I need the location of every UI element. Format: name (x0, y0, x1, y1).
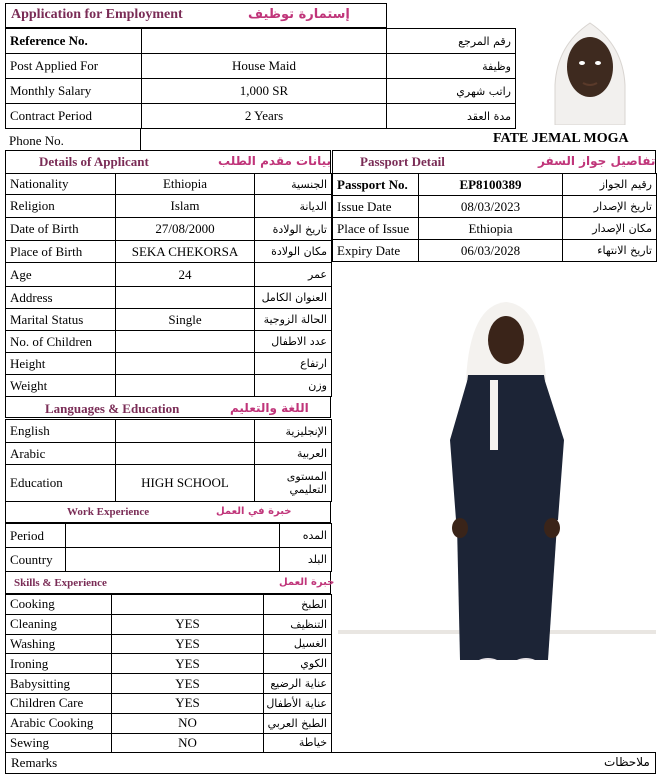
field-label: Education (6, 465, 116, 502)
field-label-ar: تاريخ الانتهاء (563, 240, 657, 262)
field-label: Reference No. (6, 29, 142, 54)
field-label: Marital Status (6, 309, 116, 331)
table-row (6, 375, 332, 397)
field-value: Ethiopia (116, 174, 255, 195)
field-label-ar: تاريخ الإصدار (563, 196, 657, 218)
languages-header: Languages & Education (45, 401, 180, 416)
field-value: 1,000 SR (142, 79, 387, 104)
field-label-ar: عناية الرضيع (264, 674, 332, 694)
field-value (66, 548, 280, 572)
table-row (6, 54, 516, 79)
table-row (6, 634, 332, 654)
table-row (6, 524, 332, 548)
field-label-ar: التنظيف (264, 614, 332, 634)
field-label: Weight (6, 375, 116, 397)
table-row (6, 263, 332, 287)
field-label: Cooking (6, 595, 112, 615)
field-label: Passport No. (333, 174, 419, 196)
table-row (6, 331, 332, 353)
field-label-ar: المده (280, 524, 332, 548)
field-label-ar: راتب شهري (387, 79, 516, 104)
form-title: Application for Employment (11, 7, 183, 22)
table-row (6, 713, 332, 733)
field-label-ar: رقم المرجع (387, 29, 516, 54)
languages-header-ar: اللغة والتعليم (230, 401, 309, 415)
field-label: Date of Birth (6, 218, 116, 241)
field-label: Height (6, 353, 116, 375)
field-label: Place of Issue (333, 218, 419, 240)
field-label-ar: الطبخ العربي (264, 713, 332, 733)
remarks-box (5, 752, 656, 774)
field-value (116, 375, 255, 397)
field-label-ar: وظيفة (387, 54, 516, 79)
portrait-photo (525, 5, 655, 125)
field-value: 2 Years (142, 104, 387, 129)
field-label-ar: عمر (255, 263, 332, 287)
field-label: Religion (6, 195, 116, 218)
field-label: Period (6, 524, 66, 548)
field-value: YES (112, 654, 264, 674)
passport-header: Passport Detail (360, 154, 445, 169)
table-row (6, 287, 332, 309)
table-row (333, 196, 657, 218)
field-label: Expiry Date (333, 240, 419, 262)
applicant-header-ar: بيانات مقدم الطلب (218, 154, 332, 168)
work-table (5, 523, 332, 572)
field-label-ar: مدة العقد (387, 104, 516, 129)
field-value: EP8100389 (419, 174, 563, 196)
table-row (6, 353, 332, 375)
field-label-ar: خياطة (264, 733, 332, 753)
table-row (333, 174, 657, 196)
field-label-ar: البلد (280, 548, 332, 572)
field-value: 27/08/2000 (116, 218, 255, 241)
field-value (112, 595, 264, 615)
field-label: Sewing (6, 733, 112, 753)
table-row (6, 174, 332, 195)
field-label-ar: الجنسية (255, 174, 332, 195)
remarks-label: Remarks (11, 755, 58, 770)
field-label: Ironing (6, 654, 112, 674)
field-label-ar: الطبخ (264, 595, 332, 615)
field-label: Contract Period (6, 104, 142, 129)
field-label: Nationality (6, 174, 116, 195)
field-value: NO (112, 713, 264, 733)
remarks-label-ar: ملاحظات (604, 755, 650, 769)
passport-table (332, 173, 657, 262)
field-label: Children Care (6, 693, 112, 713)
field-label: Arabic Cooking (6, 713, 112, 733)
work-header-ar: خبرة في العمل (216, 506, 292, 517)
field-label: Issue Date (333, 196, 419, 218)
field-value: YES (112, 674, 264, 694)
passport-header-ar: تفاصيل جواز السفر (538, 154, 656, 168)
field-value: Single (116, 309, 255, 331)
field-label-ar: العربية (255, 443, 332, 465)
field-value (66, 524, 280, 548)
field-value: YES (112, 693, 264, 713)
skills-header: Skills & Experience (14, 577, 107, 589)
field-label-ar: الكوي (264, 654, 332, 674)
field-label: Age (6, 263, 116, 287)
field-value (116, 331, 255, 353)
table-row (6, 29, 516, 54)
table-row (6, 595, 332, 615)
table-row (6, 443, 332, 465)
table-row (333, 218, 657, 240)
field-label: Washing (6, 634, 112, 654)
field-value: 08/03/2023 (419, 196, 563, 218)
field-label: Cleaning (6, 614, 112, 634)
table-row (6, 465, 332, 502)
field-value: House Maid (142, 54, 387, 79)
table-row (6, 654, 332, 674)
table-row (6, 241, 332, 263)
field-label-ar: الحالة الزوجية (255, 309, 332, 331)
top-info-table (5, 28, 516, 129)
table-row (6, 674, 332, 694)
work-header: Work Experience (67, 506, 150, 518)
table-row (6, 614, 332, 634)
form-title-ar: إستمارة توظيف (248, 7, 350, 22)
field-value: 06/03/2028 (419, 240, 563, 262)
field-value: 24 (116, 263, 255, 287)
field-label: Babysitting (6, 674, 112, 694)
field-label: Address (6, 287, 116, 309)
skills-table (5, 594, 332, 753)
field-label-ar: عدد الاطفال (255, 331, 332, 353)
field-label-ar: رقيم الجواز (563, 174, 657, 196)
field-label-ar: الغسيل (264, 634, 332, 654)
table-row (6, 420, 332, 443)
field-label-ar: الديانة (255, 195, 332, 218)
field-label: Place of Birth (6, 241, 116, 263)
table-row (6, 309, 332, 331)
table-row (6, 733, 332, 753)
skills-header-ar: خبرة العمل (279, 577, 335, 588)
table-row (6, 79, 516, 104)
field-value (116, 287, 255, 309)
field-value: SEKA CHEKORSA (116, 241, 255, 263)
field-label: Country (6, 548, 66, 572)
table-row (6, 195, 332, 218)
field-value (116, 420, 255, 443)
full-body-photo (338, 270, 656, 660)
field-value: Ethiopia (419, 218, 563, 240)
table-row (6, 104, 516, 129)
field-value: YES (112, 634, 264, 654)
field-label-ar: المستوى التعليمي (255, 465, 332, 502)
field-label: No. of Children (6, 331, 116, 353)
phone-label: Phone No. (9, 133, 64, 148)
applicant-table (5, 173, 332, 397)
field-label-ar: عناية الأطفال (264, 693, 332, 713)
field-label: English (6, 420, 116, 443)
candidate-name: FATE JEMAL MOGA (493, 131, 629, 146)
field-label-ar: مكان الإصدار (563, 218, 657, 240)
field-label-ar: تاريخ الولادة (255, 218, 332, 241)
applicant-header: Details of Applicant (39, 154, 149, 169)
languages-table (5, 419, 332, 502)
field-label-ar: مكان الولادة (255, 241, 332, 263)
field-label: Arabic (6, 443, 116, 465)
field-value: HIGH SCHOOL (116, 465, 255, 502)
field-value: Islam (116, 195, 255, 218)
table-row (6, 693, 332, 713)
field-value (142, 29, 387, 54)
field-label-ar: الإنجليزية (255, 420, 332, 443)
table-row (333, 240, 657, 262)
phone-divider (140, 128, 141, 150)
field-value: YES (112, 614, 264, 634)
field-label-ar: وزن (255, 375, 332, 397)
field-value (116, 443, 255, 465)
field-label-ar: ارتفاع (255, 353, 332, 375)
table-row (6, 218, 332, 241)
field-value: NO (112, 733, 264, 753)
field-value (116, 353, 255, 375)
field-label: Monthly Salary (6, 79, 142, 104)
field-label: Post Applied For (6, 54, 142, 79)
table-row (6, 548, 332, 572)
field-label-ar: العنوان الكامل (255, 287, 332, 309)
